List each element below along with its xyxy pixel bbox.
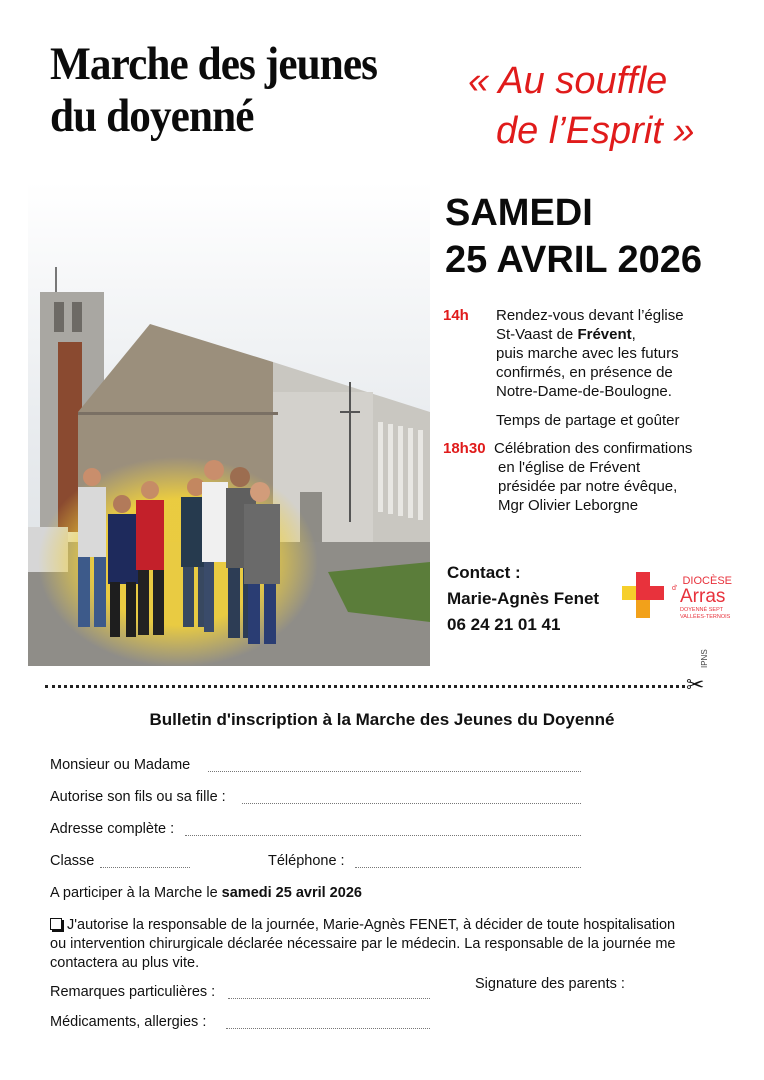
slogan-line-2: de l’Esprit » xyxy=(496,110,695,152)
schedule-time: 18h30 xyxy=(443,440,486,457)
logo-line-2: Arras xyxy=(680,586,726,607)
ipns-mark: IPNS xyxy=(700,649,709,668)
schedule-extra: Temps de partage et goûter xyxy=(496,412,680,429)
contact-name: Marie-Agnès Fenet xyxy=(447,589,600,608)
consent-text: contactera au plus vite. xyxy=(50,955,200,971)
event-date xyxy=(445,190,702,284)
venue-name: Frévent xyxy=(577,326,632,343)
consent-checkbox[interactable] xyxy=(50,918,62,930)
slogan-line-1: « Au souffle xyxy=(468,60,668,102)
form-title: Bulletin d'inscription à la Marche des Jeunes du Doyenné xyxy=(149,710,615,729)
schedule-text: en l'église de Frévent xyxy=(498,459,641,476)
schedule-text: Rendez-vous devant l’église xyxy=(496,307,684,324)
contact-block xyxy=(447,560,599,638)
consent-paragraph xyxy=(50,916,740,973)
contact-phone: 06 24 21 01 41 xyxy=(447,615,561,634)
date-day: SAMEDI xyxy=(445,192,593,234)
consent-line xyxy=(50,916,740,935)
participation-line xyxy=(50,885,362,901)
signature-label: Signature des parents : xyxy=(475,976,625,992)
logo-line-2-small: d' xyxy=(672,585,678,592)
title-line-1: Marche des jeunes xyxy=(50,38,378,90)
participation-text: A participer à la Marche le xyxy=(50,885,222,901)
consent-text: ou intervention chirurgicale déclarée nécessaire par le médecin. La responsable de la journée me xyxy=(50,936,676,952)
date-full: 25 AVRIL 2026 xyxy=(445,239,703,281)
schedule-text: Mgr Olivier Leborgne xyxy=(498,497,639,514)
field-label-monsieur: Monsieur ou Madame xyxy=(50,757,191,773)
scissors-icon: ✂ xyxy=(686,672,705,697)
schedule-text: confirmés, en présence de xyxy=(496,364,673,381)
schedule-text xyxy=(496,325,753,344)
schedule-text: Notre-Dame-de-Boulogne. xyxy=(496,383,672,400)
field-label-medicaments: Médicaments, allergies : xyxy=(50,1014,207,1030)
classe-input[interactable] xyxy=(100,867,190,868)
remarques-input[interactable] xyxy=(228,998,430,999)
logo-line-1: DIOCÈSE xyxy=(682,575,732,587)
slogan xyxy=(468,56,758,156)
field-label-classe: Classe xyxy=(50,853,95,869)
title-line-2: du doyenné xyxy=(50,90,254,142)
logo-line-4: VALLÉES-TERNOIS xyxy=(680,614,731,620)
field-label-telephone: Téléphone : xyxy=(268,853,345,869)
field-label-adresse: Adresse complète : xyxy=(50,821,175,837)
schedule-text: présidée par notre évêque, xyxy=(498,478,678,495)
schedule-time: 14h xyxy=(443,307,469,324)
adresse-input[interactable] xyxy=(185,835,581,836)
church-photo xyxy=(28,182,430,666)
field-label-autorise: Autorise son fils ou sa fille : xyxy=(50,789,226,805)
logo-line-3: DOYENNÉ SEPT xyxy=(680,607,724,613)
schedule-text-part: St-Vaast de xyxy=(496,326,578,343)
schedule-text: Célébration des confirmations xyxy=(494,440,693,457)
field-label-remarques: Remarques particulières : xyxy=(50,984,216,1000)
schedule-text: puis marche avec les futurs xyxy=(496,345,679,362)
monsieur-input[interactable] xyxy=(208,771,581,772)
participation-date: samedi 25 avril 2026 xyxy=(221,885,362,901)
page-title xyxy=(50,38,440,142)
schedule-text-part: , xyxy=(631,326,636,343)
autorise-input[interactable] xyxy=(242,803,581,804)
cut-line xyxy=(45,685,685,688)
schedule-item xyxy=(443,306,753,430)
telephone-input[interactable] xyxy=(355,867,581,868)
medicaments-input[interactable] xyxy=(226,1028,430,1029)
diocese-logo xyxy=(620,568,740,624)
consent-text: J'autorise la responsable de la journée, Marie-Agnès FENET, à décider de toute hospitalisation xyxy=(67,917,676,933)
schedule-item xyxy=(443,439,753,515)
contact-label: Contact : xyxy=(447,563,521,582)
schedule xyxy=(443,306,753,515)
